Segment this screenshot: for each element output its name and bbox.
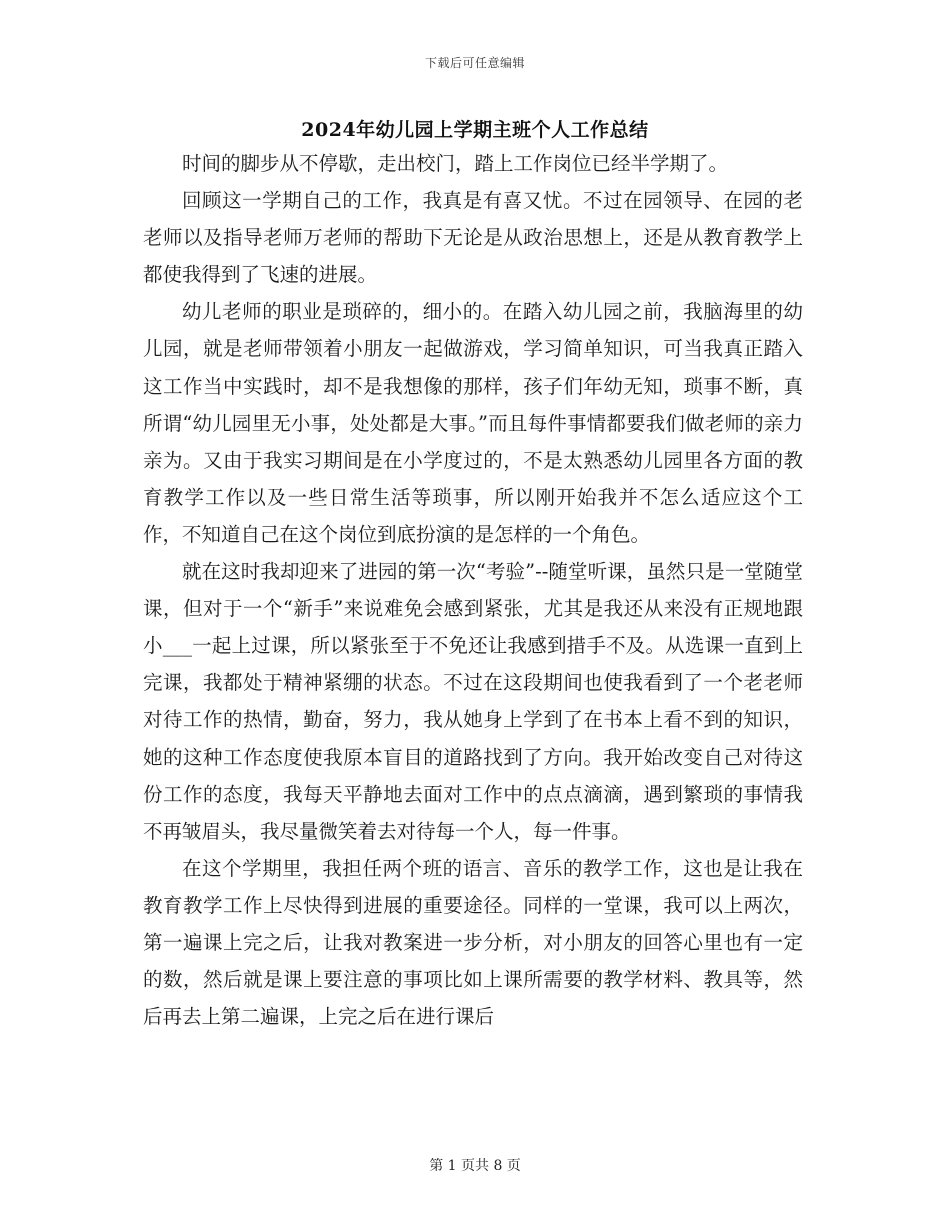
paragraph: 在这个学期里，我担任两个班的语言、音乐的教学工作，这也是让我在教育教学工作上尽快得到进展的重要途径。同样的一堂课，我可以上两次，第一遍课上完之后，让我对教案进一步分析，对小朋友的回答心里也有一定的数，然后就是课上要注意的事项比如上课所需要的教学材料、教具等，然后再去上第二遍课，上完之后在进行课后 <box>143 856 803 1029</box>
paragraph: 时间的脚步从不停歇，走出校门，踏上工作岗位已经半学期了。 <box>182 152 729 175</box>
document-title: 2024年幼儿园上学期主班个人工作总结 <box>301 119 649 141</box>
header-note: 下载后可任意编辑 <box>424 56 525 70</box>
page-footer: 第 1 页共 8 页 <box>429 1158 521 1174</box>
paragraph: 幼儿老师的职业是琐碎的，细小的。在踏入幼儿园之前，我脑海里的幼儿园，就是老师带领着小朋友一起做游戏，学习简单知识，可当我真正踏入这工作当中实践时，却不是我想像的那样，孩子们年幼无知，琐事不断，真所谓“幼儿园里无小事，处处都是大事。”而且每件事情都要我们做老师的亲力亲为。又由于我实习期间是在小学度过的，不是太熟悉幼儿园里各方面的教育教学工作以及一些日常生活等琐事，所以刚开始我并不怎么适应这个工作，不知道自己在这个岗位到底扮演的是怎样的一个角色。 <box>143 300 803 546</box>
paragraph: 就在这时我却迎来了进园的第一次“考验”--随堂听课，虽然只是一堂随堂课，但对于一个“新手”来说难免会感到紧张，尤其是我还从来没有正规地跟小___一起上过课，所以紧张至于不免还让我感到措手不及。从选课一直到上完课，我都处于精神紧绷的状态。不过在这段期间也使我看到了一个老老师对待工作的热情，勤奋，努力，我从她身上学到了在书本上看不到的知识，她的这种工作态度使我原本盲目的道路找到了方向。我开始改变自己对待这份工作的态度，我每天平静地去面对工作中的点点滴滴，遇到繁琐的事情我不再皱眉头，我尽量微笑着去对待每一个人，每一件事。 <box>143 560 803 843</box>
paragraph: 回顾这一学期自己的工作，我真是有喜又忧。不过在园领导、在园的老老师以及指导老师万老师的帮助下无论是从政治思想上，还是从教育教学上都使我得到了飞速的进展。 <box>143 189 803 287</box>
document-body <box>143 145 803 1035</box>
